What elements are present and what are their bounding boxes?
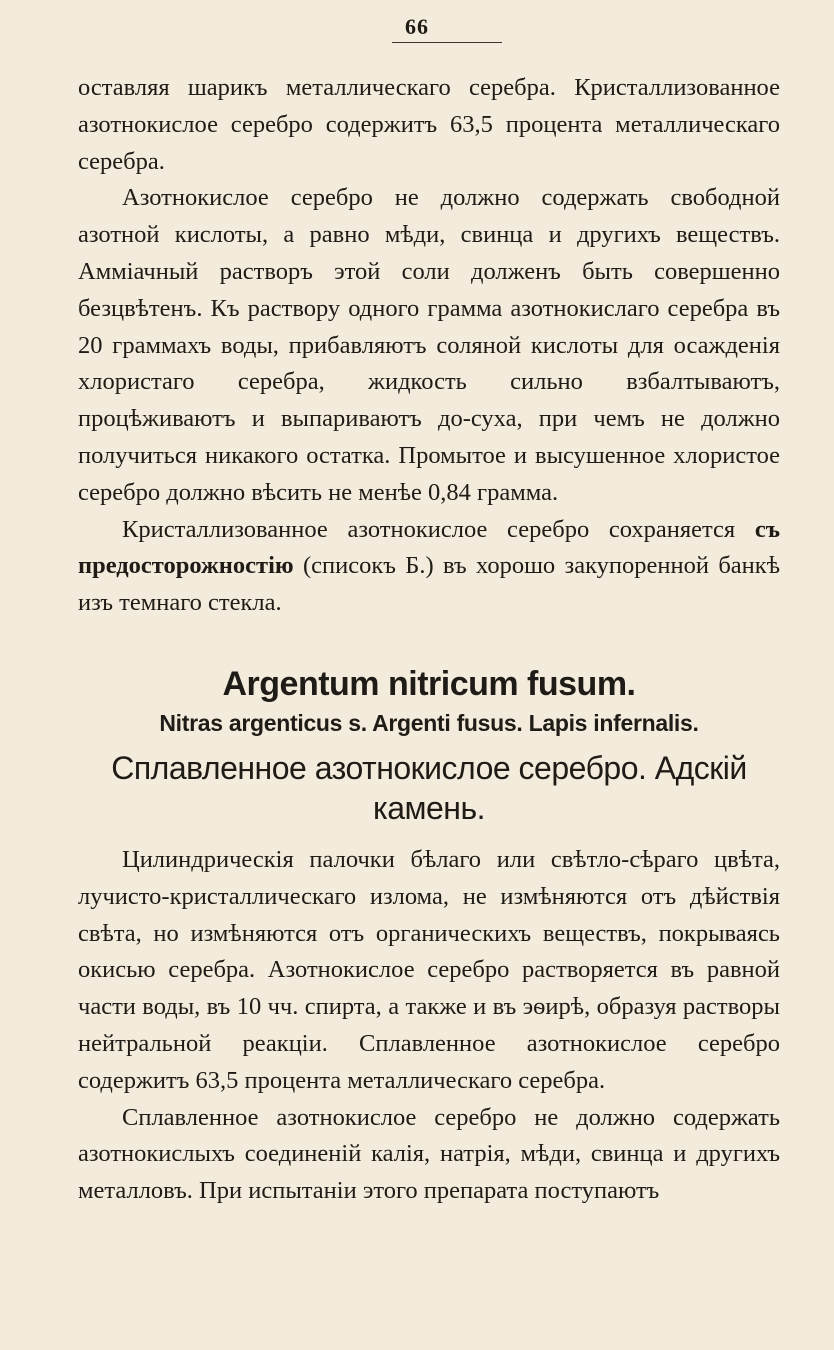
monograph-heading — [78, 662, 780, 828]
storage-text-start: Кристаллизованное азотнокислое серебро сохраняется — [122, 515, 755, 543]
latin-title: Argentum nitricum fusum. — [222, 664, 636, 703]
page-number: 66 — [405, 14, 429, 39]
paragraph-purity-test: Азотнокислое серебро не должно содержать свободной азотной кислоты, а равно мѣди, свинца и другихъ веществъ. Амміачный растворъ этой соли долженъ быть совершенно безцвѣтенъ. Къ раствору одного грамма азотнокислаго серебра въ 20 граммахъ воды, прибавляютъ соляной кислоты для осажденія хлористаго серебра, жидкость сильно взбалтываютъ, процѣживаютъ и выпариваютъ до-суха, при чемъ не должно получиться никакого остатка. Промытое и высушенное хлористое серебро должно вѣсить не менѣе 0,84 грамма. — [78, 184, 780, 506]
paragraph-impurities: Сплавленное азотнокислое серебро не должно содержать азотнокислыхъ соединеній калія, натрія, мѣди, свинца и другихъ металловъ. При испытаніи этого препарата поступаютъ — [78, 1103, 780, 1205]
paragraph-description: Цилиндрическія палочки бѣлаго или свѣтло-сѣраго цвѣта, лучисто-кристаллическаго излома, не измѣняются отъ дѣйствія свѣта, но измѣняются отъ органическихъ веществъ, покрываясь окисью серебра. Азотнокислое серебро растворяется въ равной части воды, въ 10 чч. спирта, а также и въ эѳирѣ, образуя растворы нейтральной реакціи. Сплавленное азотнокислое серебро содержитъ 63,5 процента металлическаго серебра. — [78, 845, 780, 1094]
latin-synonyms: Nitras argenticus s. Argenti fusus. Lapis infernalis. — [159, 709, 699, 736]
paragraph-storage — [78, 512, 780, 622]
russian-title: Сплавленное азотнокислое серебро. Адскій камень. — [111, 749, 747, 826]
storage-text-end: (списокъ Б.) въ хорошо закупоренной банкѣ изъ темнаго стекла. — [78, 552, 780, 617]
page-number-rule — [392, 42, 502, 43]
page-body — [78, 70, 780, 1210]
storage-emphasis: съ предосторожностію — [78, 515, 780, 580]
paragraph-continued: оставляя шарикъ металлическаго серебра. Кристаллизованное азотнокислое серебро содержитъ 63,5 процента металлическаго серебра. — [78, 74, 780, 175]
